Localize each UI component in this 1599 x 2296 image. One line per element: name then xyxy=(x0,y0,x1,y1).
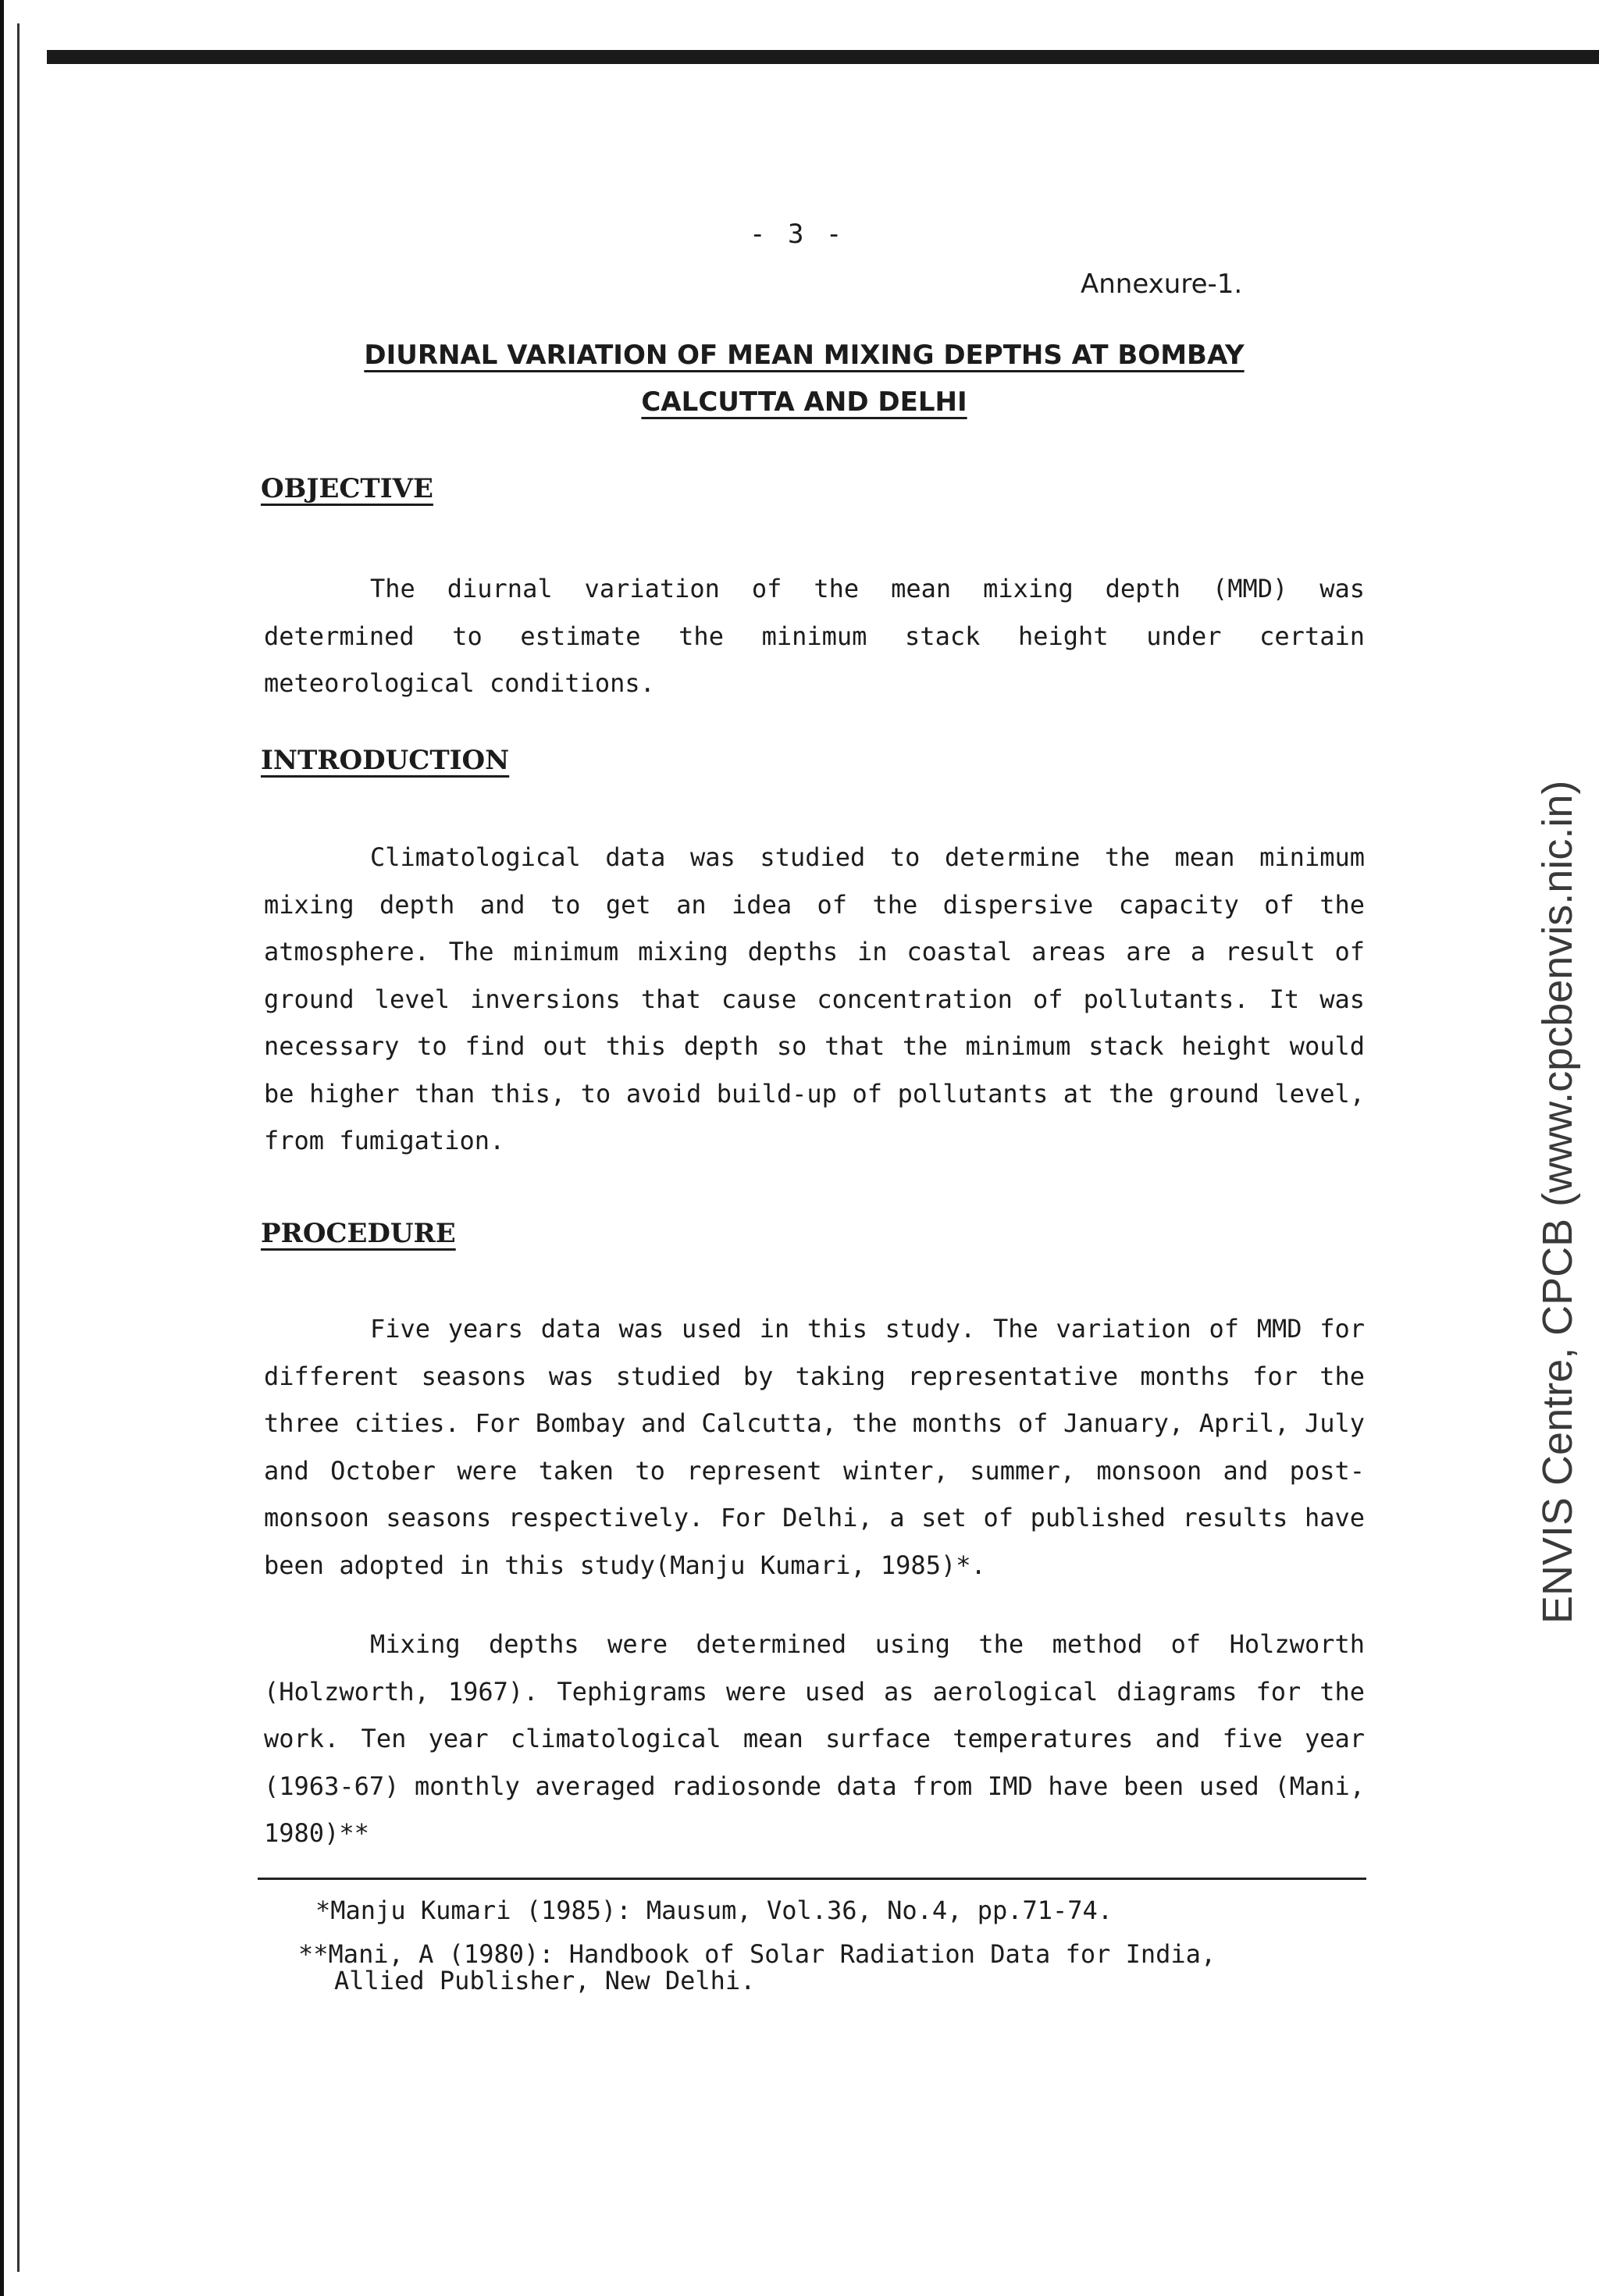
document-title: DIURNAL VARIATION OF MEAN MIXING DEPTHS AT BOMBAY CALCUTTA AND DELHI xyxy=(364,340,1245,418)
footnote-2-line-2: Allied Publisher, New Delhi. xyxy=(334,1966,756,1995)
introduction-heading: INTRODUCTION xyxy=(261,745,510,776)
page-left-edge-line xyxy=(17,23,20,2272)
footnote-divider xyxy=(258,1878,1366,1880)
objective-heading: OBJECTIVE xyxy=(261,473,433,504)
introduction-paragraph: Climatological data was studied to determine the mean minimum mixing depth and to get an idea of the dispersive capacity of the atmosphere. The minimum mixing depths in coastal areas are a result of ground level inversions that cause concentration of pollutants. It was necessary to find out this depth so that the minimum stack height would be higher than this, to avoid build-up of pollutants at the ground level, from fumigation. xyxy=(264,842,1365,1155)
procedure-paragraph-1: Five years data was used in this study. The variation of MMD for different seasons was studied by taking representative months for the three cities. For Bombay and Calcutta, the months of January, April, July and October were taken to represent winter, summer, monsoon and post-monsoon seasons respectively. For Delhi, a set of published results have been adopted in this study(Manju Kumari, 1985)*. xyxy=(264,1314,1365,1580)
procedure-heading: PROCEDURE xyxy=(261,1218,456,1249)
objective-paragraph: The diurnal variation of the mean mixing depth (MMD) was determined to estimate the minimum stack height under certain meteorological conditions. xyxy=(264,574,1365,698)
page-number: - 3 - xyxy=(750,219,846,250)
annexure-label: Annexure-1. xyxy=(1081,269,1243,300)
page-left-border xyxy=(0,0,4,2296)
footnote-1: *Manju Kumari (1985): Mausum, Vol.36, No.4, pp.71-74. xyxy=(315,1896,1113,1925)
page-top-rule xyxy=(47,50,1599,64)
footnote-2-line-1: **Mani, A (1980): Handbook of Solar Radiation Data for India, xyxy=(298,1939,1216,1969)
procedure-paragraph-2: Mixing depths were determined using the method of Holzworth (Holzworth, 1967). Tephigrams were used as aerological diagrams for the work. Ten year climatological mean surface temperatures and five year (1963-67) monthly averaged radiosonde data from IMD have been used (Mani, 1980)** xyxy=(264,1629,1365,1848)
envis-watermark: ENVIS Centre, CPCB (www.cpcbenvis.nic.in) xyxy=(1534,780,1581,1624)
